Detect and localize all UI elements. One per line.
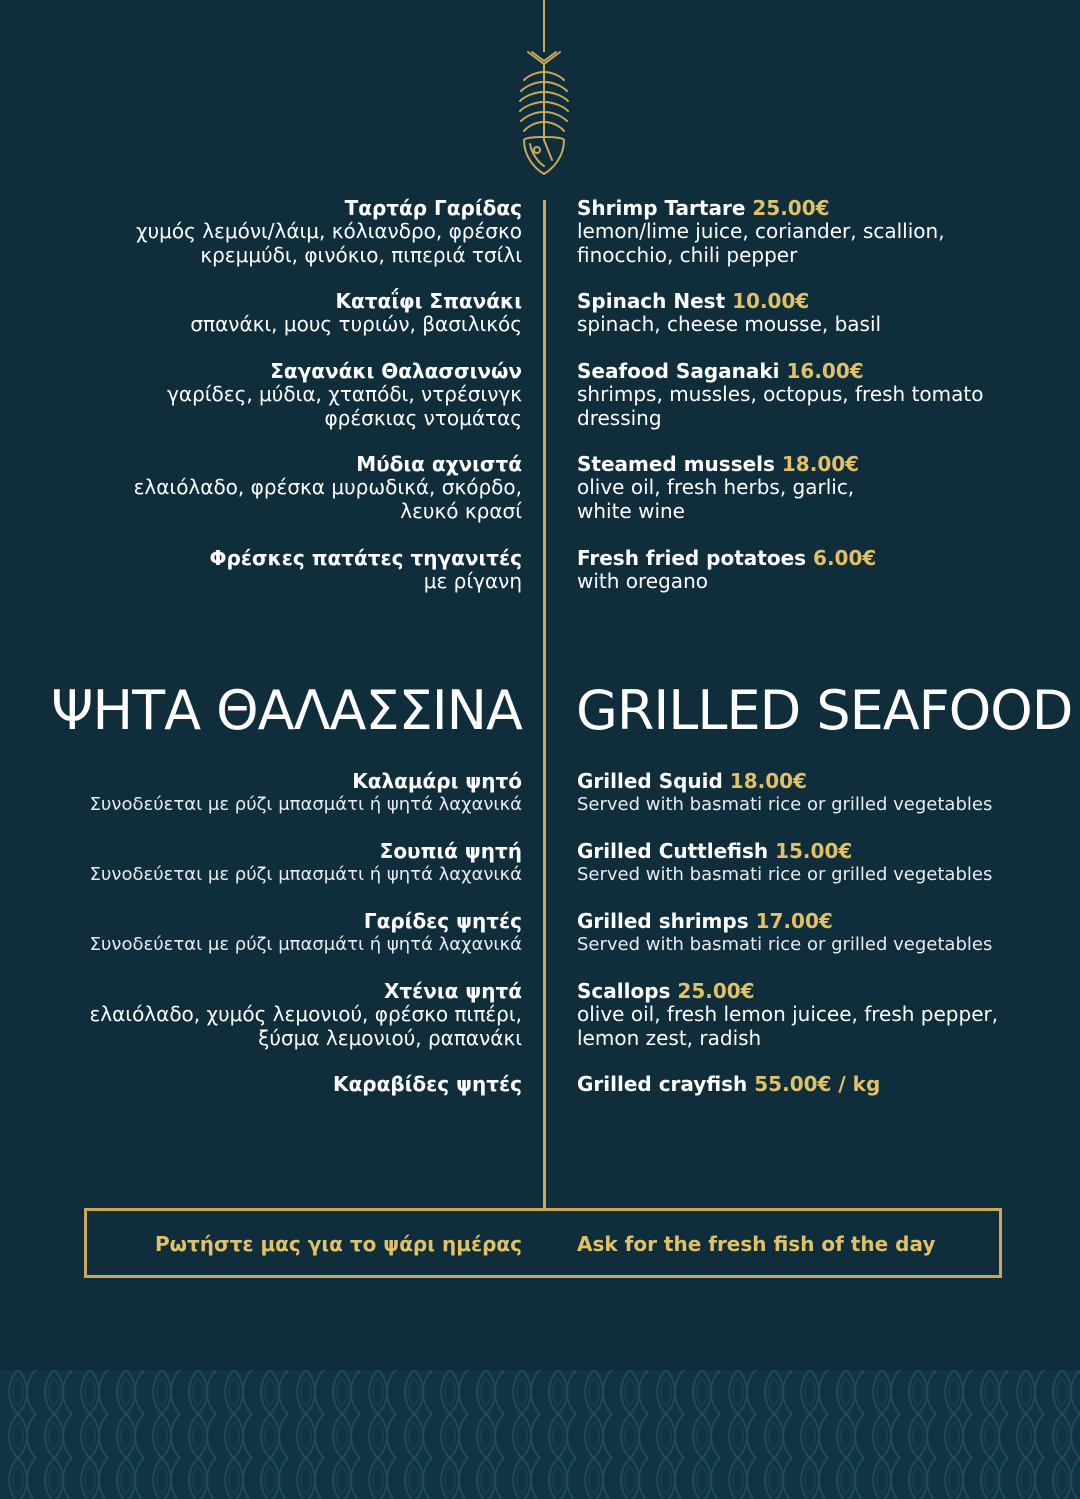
menu-item-gr (40, 769, 522, 817)
menu-item-gr (40, 196, 522, 267)
menu-item-gr (40, 979, 522, 1050)
menu-item-gr (40, 839, 522, 887)
item-title-gr: Καραβίδες ψητές (333, 1072, 522, 1096)
item-desc-en: olive oil, fresh lemon juicee, fresh pepper, lemon zest, radish (577, 1002, 999, 1050)
menu-item-gr (40, 289, 522, 337)
item-desc-en: with oregano (577, 569, 708, 593)
item-desc-gr: Συνοδεύεται με ρύζι μπασμάτι ή ψητά λαχανικά (89, 934, 522, 955)
item-price: 6.00€ (813, 546, 877, 570)
item-desc-gr: σπανάκι, μους τυριών, βασιλικός (190, 312, 522, 336)
menu-item-gr (40, 546, 522, 594)
hanging-line (543, 0, 545, 52)
item-price: 25.00€ (752, 196, 830, 220)
item-desc-en: shrimps, mussles, octopus, fresh tomato dressing (577, 382, 984, 430)
item-title-gr: Ταρτάρ Γαρίδας (344, 196, 522, 220)
fish-skeleton-icon (518, 48, 570, 176)
menu-item-en (577, 839, 1047, 887)
menu-item-en (577, 1072, 1047, 1096)
item-title-gr: Καλαμάρι ψητό (352, 769, 522, 793)
item-title-gr: Σουπιά ψητή (379, 839, 522, 863)
item-price: 18.00€ (781, 452, 860, 476)
item-desc-gr: ελαιόλαδο, φρέσκα μυρωδικά, σκόρδο, λευκό κρασί (133, 475, 522, 523)
menu-item-en (577, 546, 1047, 594)
item-title-gr: Καταΐφι Σπανάκι (335, 289, 522, 313)
item-title-en: Grilled shrimps 17.00€ (577, 909, 833, 933)
item-title-en: Steamed mussels 18.00€ (577, 452, 860, 476)
item-title-en: Shrimp Tartare 25.00€ (577, 196, 830, 220)
menu-item-gr (40, 1072, 522, 1096)
menu-item-en (577, 289, 1047, 337)
menu-item-gr (40, 359, 522, 430)
section-heading-en: GRILLED SEAFOOD (576, 679, 1073, 742)
item-desc-en: Served with basmati rice or grilled vegetables (577, 794, 993, 815)
item-title-en: Scallops 25.00€ (577, 979, 755, 1003)
item-title-en: Seafood Saganaki 16.00€ (577, 359, 864, 383)
item-desc-en: spinach, cheese mousse, basil (577, 312, 882, 336)
menu-item-en (577, 909, 1047, 957)
item-price: 15.00€ (775, 839, 853, 863)
menu-item-en (577, 359, 1047, 430)
notice-text-en: Ask for the fresh fish of the day (577, 1232, 936, 1256)
menu-item-en (577, 196, 1047, 267)
item-title-gr: Γαρίδες ψητές (363, 909, 522, 933)
item-title-gr: Φρέσκες πατάτες τηγανιτές (209, 546, 522, 570)
item-desc-gr: γαρίδες, μύδια, χταπόδι, ντρέσινγκ φρέσκιας ντομάτας (167, 382, 522, 430)
item-desc-gr: με ρίγανη (423, 569, 522, 593)
item-desc-gr: Συνοδεύεται με ρύζι μπασμάτι ή ψητά λαχανικά (89, 864, 522, 885)
item-price: 25.00€ (677, 979, 755, 1003)
item-title-en: Grilled Squid 18.00€ (577, 769, 807, 793)
menu-item-en (577, 979, 1047, 1050)
section-heading-gr: ΨΗΤΑ ΘΑΛΑΣΣΙΝΑ (50, 679, 522, 742)
menu-item-gr (40, 452, 522, 523)
notice-text-gr: Ρωτήστε μας για το ψάρι ημέρας (154, 1232, 522, 1256)
item-title-gr: Χτένια ψητά (383, 979, 522, 1003)
center-divider (543, 200, 546, 1210)
decorative-pattern (0, 1370, 1080, 1499)
item-title-gr: Σαγανάκι Θαλασσινών (270, 359, 522, 383)
item-desc-en: Served with basmati rice or grilled vegetables (577, 934, 993, 955)
item-price: 18.00€ (729, 769, 807, 793)
item-desc-gr: χυμός λεμόνι/λάιμ, κόλιανδρο, φρέσκο κρεμμύδι, φινόκιο, πιπεριά τσίλι (136, 219, 522, 267)
item-desc-en: olive oil, fresh herbs, garlic, white wine (577, 475, 855, 523)
item-price: 17.00€ (755, 909, 833, 933)
item-title-en: Grilled Cuttlefish 15.00€ (577, 839, 853, 863)
item-price: 55.00€ / kg (754, 1072, 881, 1096)
item-price: 10.00€ (732, 289, 810, 313)
menu-item-en (577, 452, 1047, 523)
item-title-en: Fresh fried potatoes 6.00€ (577, 546, 877, 570)
item-desc-gr: ελαιόλαδο, χυμός λεμονιού, φρέσκο πιπέρι, ξύσμα λεμονιού, ραπανάκι (89, 1002, 522, 1050)
item-title-en: Grilled crayfish 55.00€ / kg (577, 1072, 881, 1096)
item-desc-en: lemon/lime juice, coriander, scallion, finocchio, chili pepper (577, 219, 945, 267)
menu-item-en (577, 769, 1047, 817)
item-title-en: Spinach Nest 10.00€ (577, 289, 810, 313)
menu-item-gr (40, 909, 522, 957)
item-desc-gr: Συνοδεύεται με ρύζι μπασμάτι ή ψητά λαχανικά (89, 794, 522, 815)
item-desc-en: Served with basmati rice or grilled vegetables (577, 864, 993, 885)
item-title-gr: Μύδια αχνιστά (356, 452, 522, 476)
item-price: 16.00€ (786, 359, 864, 383)
